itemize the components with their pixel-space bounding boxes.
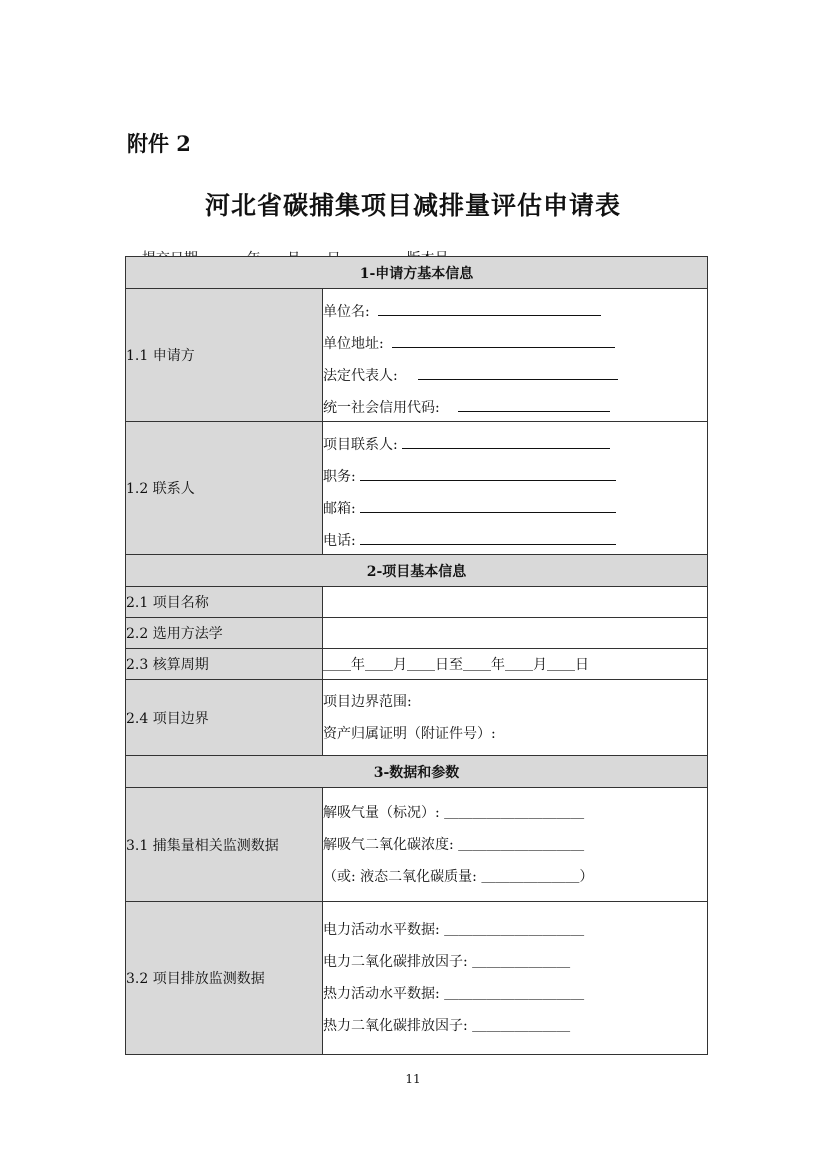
unit-name-field[interactable]: [378, 301, 601, 316]
contact-fields: [323, 422, 708, 555]
project-name-field[interactable]: [323, 587, 708, 618]
power-factor-field[interactable]: 电力二氧化碳排放因子: ＿＿＿＿＿＿＿: [323, 954, 571, 970]
capture-data-fields: [323, 788, 708, 902]
liquid-co2-field[interactable]: （或: 液态二氧化碳质量: ＿＿＿＿＿＿＿）: [323, 868, 594, 885]
co2-concentration-field[interactable]: 解吸气二氧化碳浓度: ＿＿＿＿＿＿＿＿＿: [323, 836, 585, 853]
unit-address-field[interactable]: [392, 333, 615, 348]
heat-activity-field[interactable]: 热力活动水平数据: ＿＿＿＿＿＿＿＿＿＿: [323, 986, 585, 1002]
capture-data-label: 3.1 捕集量相关监测数据: [126, 788, 323, 902]
credit-code-label: 统一社会信用代码:: [323, 400, 440, 416]
method-label: 2.2 选用方法学: [126, 618, 323, 649]
applicant-label: 1.1 申请方: [126, 289, 323, 422]
email-field[interactable]: [360, 498, 616, 513]
heat-factor-field[interactable]: 热力二氧化碳排放因子: ＿＿＿＿＿＿＿: [323, 1018, 571, 1034]
project-contact-label: 项目联系人:: [323, 437, 398, 453]
period-value[interactable]: ＿＿年＿＿月＿＿日至＿＿年＿＿月＿＿日: [323, 649, 708, 680]
legal-rep-field[interactable]: [418, 365, 618, 380]
project-name-label: 2.1 项目名称: [126, 587, 323, 618]
position-label: 职务:: [323, 469, 356, 485]
section-data-params: 3-数据和参数: [126, 756, 708, 788]
desorption-volume-field[interactable]: 解吸气量（标况）: ＿＿＿＿＿＿＿＿＿＿: [323, 804, 585, 821]
attachment-label: 附件 2: [127, 131, 191, 156]
phone-label: 电话:: [323, 533, 356, 549]
boundary-fields: [323, 680, 708, 756]
legal-rep-label: 法定代表人:: [323, 368, 398, 384]
asset-proof-label[interactable]: 资产归属证明（附证件号）:: [323, 725, 496, 742]
boundary-label: 2.4 项目边界: [126, 680, 323, 756]
section-applicant-info: 1-申请方基本信息: [126, 257, 708, 289]
credit-code-field[interactable]: [458, 397, 610, 412]
power-activity-field[interactable]: 电力活动水平数据: ＿＿＿＿＿＿＿＿＿＿: [323, 922, 585, 938]
page-number: 11: [405, 1072, 421, 1086]
boundary-scope-label[interactable]: 项目边界范围:: [323, 693, 412, 710]
section-project-info: 2-项目基本信息: [126, 555, 708, 587]
period-label: 2.3 核算周期: [126, 649, 323, 680]
unit-name-label: 单位名:: [323, 304, 370, 320]
applicant-fields: [323, 289, 708, 422]
position-field[interactable]: [360, 466, 616, 481]
method-field[interactable]: [323, 618, 708, 649]
contact-label: 1.2 联系人: [126, 422, 323, 555]
emission-data-label: 3.2 项目排放监测数据: [126, 902, 323, 1055]
unit-address-label: 单位地址:: [323, 336, 384, 352]
emission-data-fields: [323, 902, 708, 1055]
application-form-table: [125, 256, 708, 1055]
form-title: 河北省碳捕集项目减排量评估申请表: [204, 191, 621, 220]
phone-field[interactable]: [360, 530, 616, 545]
project-contact-field[interactable]: [402, 434, 610, 449]
email-label: 邮箱:: [323, 501, 356, 517]
